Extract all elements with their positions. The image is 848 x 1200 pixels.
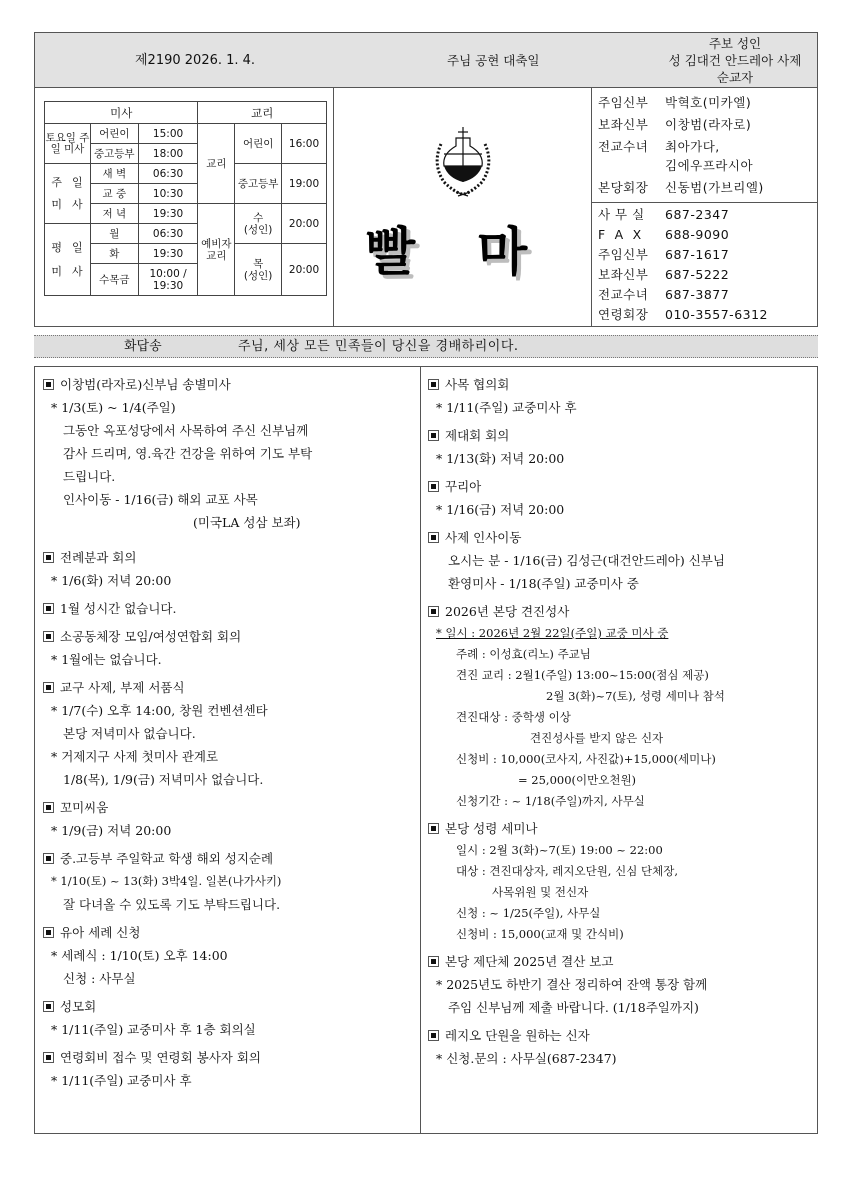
psalm-text: 주님, 세상 모든 민족들이 당신을 경배하리이다. xyxy=(238,339,519,354)
parish-emblem-icon xyxy=(428,124,498,198)
phone-list xyxy=(598,205,768,325)
responsorial-psalm xyxy=(34,335,818,358)
notice-item: 이창범(라자로)신부님 송별미사 * 1/3(토) ~ 1/4(주일) 그동안 옥포성당에서 사목하여 주신 신부님께 감사 드리며, 영.육간 건강을 위하여 기도 부탁 드립니다. 인사이동 - 1/16(금) 해외 교포 사목 (미국LA 성삼 보좌) xyxy=(43,373,415,534)
saturday-group: 토요일 주일 미사 xyxy=(45,124,91,164)
square-bullet-icon xyxy=(43,802,54,813)
notice-item: 소공동체장 모임/여성연합회 회의 * 1월에는 없습니다. xyxy=(43,625,415,671)
notice-item: 꾸리아 * 1/16(금) 저녁 20:00 xyxy=(428,475,813,521)
staff-list: 주임신부 박혁호(미카엘) 보좌신부 이창범(라자로) 전교수녀 최아가다, 김에우프라시아 본당회장 신동범(가브리엘) xyxy=(598,92,764,199)
notice-item: 제대회 회의 * 1/13(화) 저녁 20:00 xyxy=(428,424,813,470)
divider xyxy=(591,202,818,203)
notice-item: 본당 성령 세미나 일시 : 2월 3(화)~7(토) 19:00 ~ 22:00 대상 : 견진대상자, 레지오단원, 신심 단체장, 사목위원 및 전신자 신청 : ~ 1/25(주일), 사무실 신청비 : 15,000(교재 및 간식비) xyxy=(428,817,813,945)
phone-row: 사 무 실 687-2347 xyxy=(598,207,730,222)
notice-item: 연령회비 접수 및 연령회 봉사자 회의 * 1/11(주일) 교중미사 후 xyxy=(43,1046,415,1092)
weekday-group: 평 일 미 사 xyxy=(45,224,91,296)
square-bullet-icon xyxy=(428,1030,439,1041)
notice-item: 성모회 * 1/11(주일) 교중미사 후 1층 회의실 xyxy=(43,995,415,1041)
square-bullet-icon xyxy=(428,606,439,617)
phone-row: 보좌신부 687-5222 xyxy=(598,267,730,282)
staff-row: 보좌신부 이창범(라자로) xyxy=(598,117,752,132)
square-bullet-icon xyxy=(428,430,439,441)
square-bullet-icon xyxy=(43,853,54,864)
divider xyxy=(333,88,334,326)
phone-row: 연령회장 010-3557-6312 xyxy=(598,307,769,322)
notice-item: 2026년 본당 견진성사 * 일시 : 2026년 2월 22일(주일) 교중 미사 중 주례 : 이성효(리노) 주교님 견진 교리 : 2월1(주일) 13:00~15:00(점심 제공) 2월 3(화)~7(토), 성령 세미나 참석 견진대상 : 중학생 이상 견진성사를 받지 않은 신자 신청비 : 10,000(코사지, 사진값)+15,000(세미나) = 25,000(이만오천원) 신청기간 : ~ 1/18(주일)까지, 사무실 xyxy=(428,600,813,812)
divider xyxy=(420,367,421,1133)
mass-header: 미사 xyxy=(45,102,198,124)
notice-item: 중.고등부 주일학교 학생 해외 성지순례 * 1/10(토) ~ 13(화) 3박4일. 일본(나가사키) 잘 다녀올 수 있도록 기도 부탁드립니다. xyxy=(43,847,415,916)
square-bullet-icon xyxy=(43,682,54,693)
masthead-char-1: 빨 xyxy=(365,223,416,283)
masthead-char-2: 마 xyxy=(477,223,528,283)
notice-item: 레지오 단원을 원하는 신자 * 신청.문의 : 사무실(687-2347) xyxy=(428,1024,813,1070)
square-bullet-icon xyxy=(428,481,439,492)
square-bullet-icon xyxy=(428,823,439,834)
square-bullet-icon xyxy=(43,379,54,390)
square-bullet-icon xyxy=(43,927,54,938)
phone-row: F A X 688-9090 xyxy=(598,227,730,242)
catechism-header: 교리 xyxy=(198,102,327,124)
sunday-group: 주 일 미 사 xyxy=(45,164,91,224)
square-bullet-icon xyxy=(43,1052,54,1063)
notices-section xyxy=(34,366,818,1134)
notice-item: 사목 협의회 * 1/11(주일) 교중미사 후 xyxy=(428,373,813,419)
mass-schedule-table: 미사 교리 토요일 주일 미사 어린이 15:00 교리 어린이 16:00 중고등부 18:00 주 일 미 사 새 벽 06:30 중고등부 19:00 교 중 10:30 저 녁 19:30 예비자 교리 수 (성인) 20:00 평 일 미 사 월 06:30 화 19:30 목 (성인) 20:00 수목금 10:00 / 19:30 xyxy=(44,101,327,296)
square-bullet-icon xyxy=(43,552,54,563)
staff-row: 본당회장 신동범(가브리엘) xyxy=(598,180,764,195)
square-bullet-icon xyxy=(43,631,54,642)
bulletin-masthead xyxy=(365,225,565,285)
notices-left-column xyxy=(43,373,415,1097)
notice-item: 1월 성시간 없습니다. xyxy=(43,597,415,620)
pre-catechism-group: 예비자 교리 xyxy=(198,204,235,296)
psalm-label: 화답송 xyxy=(124,339,162,354)
notice-item: 꼬미씨움 * 1/9(금) 저녁 20:00 xyxy=(43,796,415,842)
bulletin-header xyxy=(34,32,818,87)
notice-item: 교구 사제, 부제 서품식 * 1/7(수) 오후 14:00, 창원 컨벤션센타 본당 저녁미사 없습니다. * 거제지구 사제 첫미사 관계로 1/8(목), 1/9(금) 저녁미사 없습니다. xyxy=(43,676,415,791)
notice-item: 전례분과 회의 * 1/6(화) 저녁 20:00 xyxy=(43,546,415,592)
staff-row: 전교수녀 최아가다, xyxy=(598,139,720,154)
square-bullet-icon xyxy=(43,603,54,614)
staff-row: 주임신부 박혁호(미카엘) xyxy=(598,95,752,110)
phone-row: 주임신부 687-1617 xyxy=(598,247,730,262)
patron-saint: 주보 성인 성 김대건 안드레아 사제 순교자 xyxy=(668,36,802,85)
square-bullet-icon xyxy=(428,956,439,967)
square-bullet-icon xyxy=(43,1001,54,1012)
notice-item: 사제 인사이동 오시는 분 - 1/16(금) 김성근(대건안드레아) 신부님 환영미사 - 1/18(주일) 교중미사 중 xyxy=(428,526,813,595)
notice-item: 유아 세례 신청 * 세례식 : 1/10(토) 오후 14:00 신청 : 사무실 xyxy=(43,921,415,990)
square-bullet-icon xyxy=(428,379,439,390)
feast-title: 주님 공현 대축일 xyxy=(447,53,540,68)
notice-item: 본당 제단체 2025년 결산 보고 * 2025년도 하반기 결산 정리하여 잔액 통장 함께 주임 신부님께 제출 바랍니다. (1/18주일까지) xyxy=(428,950,813,1019)
catechism-group: 교리 xyxy=(198,124,235,204)
phone-row: 전교수녀 687-3877 xyxy=(598,287,730,302)
notices-right-column xyxy=(428,373,813,1075)
divider xyxy=(591,88,592,326)
square-bullet-icon xyxy=(428,532,439,543)
issue-number-date: 제2190 2026. 1. 4. xyxy=(135,53,256,68)
